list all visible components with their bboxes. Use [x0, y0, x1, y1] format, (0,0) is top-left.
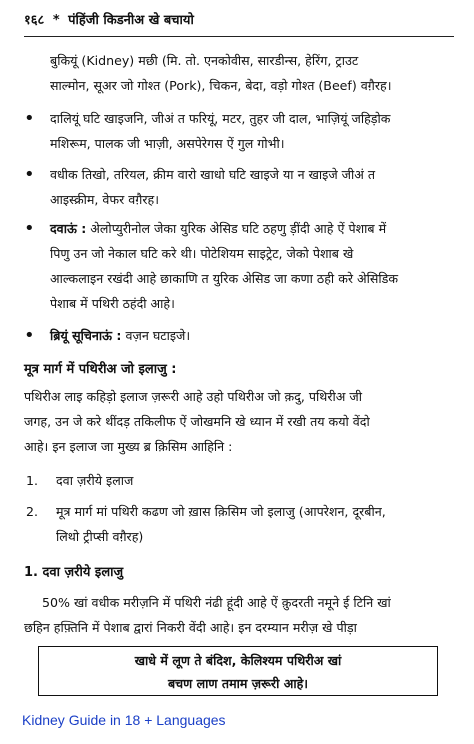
paragraph-line: पथिरीअ लाइ कहिड़ो इलाज ज़रूरी आहे उहो पथिरीअ जो क़दु, पथिरीअ जी — [24, 389, 362, 404]
list-item-medication — [56, 468, 456, 493]
running-header — [24, 10, 194, 28]
intro-line: साल्मोन, सूअर जो गोश्त (Pork), चिकन, बेदा, वड़ो गोश्त (Beef) वग़ैरह। — [50, 78, 392, 93]
bullet-item-medicines — [24, 216, 454, 316]
subsection-paragraph — [24, 590, 454, 640]
paragraph-line: जगह, उन जे करे थींदड़ तकिलीफ ऐं जोखमनि खे ध्यान में रखी तय कयो वेंदो — [24, 414, 370, 429]
bullet-label: ब्रियूं सूचिनाऊं : — [50, 328, 122, 343]
callout-line: बचण लाण तमाम ज़रूरी आहे। — [167, 676, 309, 691]
bullet-line: पेशाब में पथिरी ठहंदी आहे। — [50, 296, 175, 311]
list-line: लिथो ट्रीप्सी वग़ैरह) — [56, 529, 144, 544]
list-number: 1. — [26, 473, 39, 488]
callout-line: खाधे में लूण ते बंदिश, केलिश्यम पथिरीअ खां — [134, 653, 342, 668]
list-number: 2. — [26, 504, 39, 519]
bullet-marker: • — [24, 108, 35, 129]
list-item-surgical — [56, 499, 456, 549]
bullet-label: दवाऊं : — [50, 221, 87, 236]
intro-paragraph — [24, 48, 454, 98]
paragraph-line: 50% खां वधीक मरीज़नि में पथिरी नंढी हूंदी आहे ऐं क़ुदरती नमूने ई टिनि खां — [42, 595, 391, 610]
paragraph-line: छहिन हफ़्तिनि में पेशाब द्वारां निकरी वेंदी आहे। इन दरम्यान मरीज़ खे पीड़ा — [24, 620, 357, 635]
bullet-line: अेलोप्युरीनोल जेका युरिक अेसिड घटि ठहणु ड़ींदी आहे ऐं पेशाब में — [86, 221, 387, 236]
paragraph-line: आहे। इन इलाज जा मुख्य ब्र क़िसिम आहिनि : — [24, 439, 233, 454]
header-rule — [24, 36, 454, 37]
list-line: मूत्र मार्ग मां पथिरी कढण जो ख़ास क़िसिम जो इलाजु (आपरेशन, दूरबीन, — [56, 504, 386, 519]
bullet-marker: • — [24, 164, 35, 185]
section-paragraph — [24, 384, 454, 459]
bullet-marker: • — [24, 218, 35, 239]
callout-box — [38, 646, 438, 696]
header-separator: * — [52, 13, 60, 28]
bullet-line: पिणु उन जो नेकाल घटि करे थी। पोटेशियम साइट्रेट, जेको पेशाब खे — [50, 246, 354, 261]
bullet-line: दालियूं घटि खाइजनि, जीअं त फरियूं, मटर, तुहर जी दाल, भाज़ियूं जहिड़ोक — [50, 111, 391, 126]
bullet-line: वधीक तिखो, तरियल, क्रीम वारो खाधो घटि खाइजे या न खाइजे जीअं त — [50, 167, 376, 182]
bullet-line: मशिरूम, पालक जी भाज़ी, असपेरेगस ऐं गुल गोभी। — [50, 136, 285, 151]
footer-link[interactable]: Kidney Guide in 18 + Languages — [22, 712, 226, 728]
bullet-line: आइस्क्रीम, वेफर वग़ैरह। — [50, 192, 159, 207]
bullet-item-other-advice — [24, 323, 454, 348]
page-number: १६८ — [24, 13, 45, 28]
bullet-marker: • — [24, 325, 35, 346]
bullet-line: आल्कलाइन रखंदी आहे छाकाणि त युरिक अेसिड जा कणा ठही करे अेसिडिक — [50, 271, 399, 286]
bullet-item-pulses — [24, 106, 454, 156]
subsection-heading: 1. दवा ज़रीये इलाजु — [24, 565, 124, 580]
intro-line: बुकियूं (Kidney) मछी (मि. तो. एनकोवीस, सारडीन्स, हेरिंग, ट्राउट — [50, 53, 359, 68]
book-title: पंहिंजी किडनीअ खे बचायो — [68, 13, 194, 28]
section-heading: मूत्र मार्ग में पथिरीअ जो इलाजु : — [24, 362, 177, 377]
bullet-item-spicy-food — [24, 162, 454, 212]
list-line: दवा ज़रीये इलाज — [56, 473, 134, 488]
bullet-line: वज़न घटाइजे। — [121, 328, 191, 343]
